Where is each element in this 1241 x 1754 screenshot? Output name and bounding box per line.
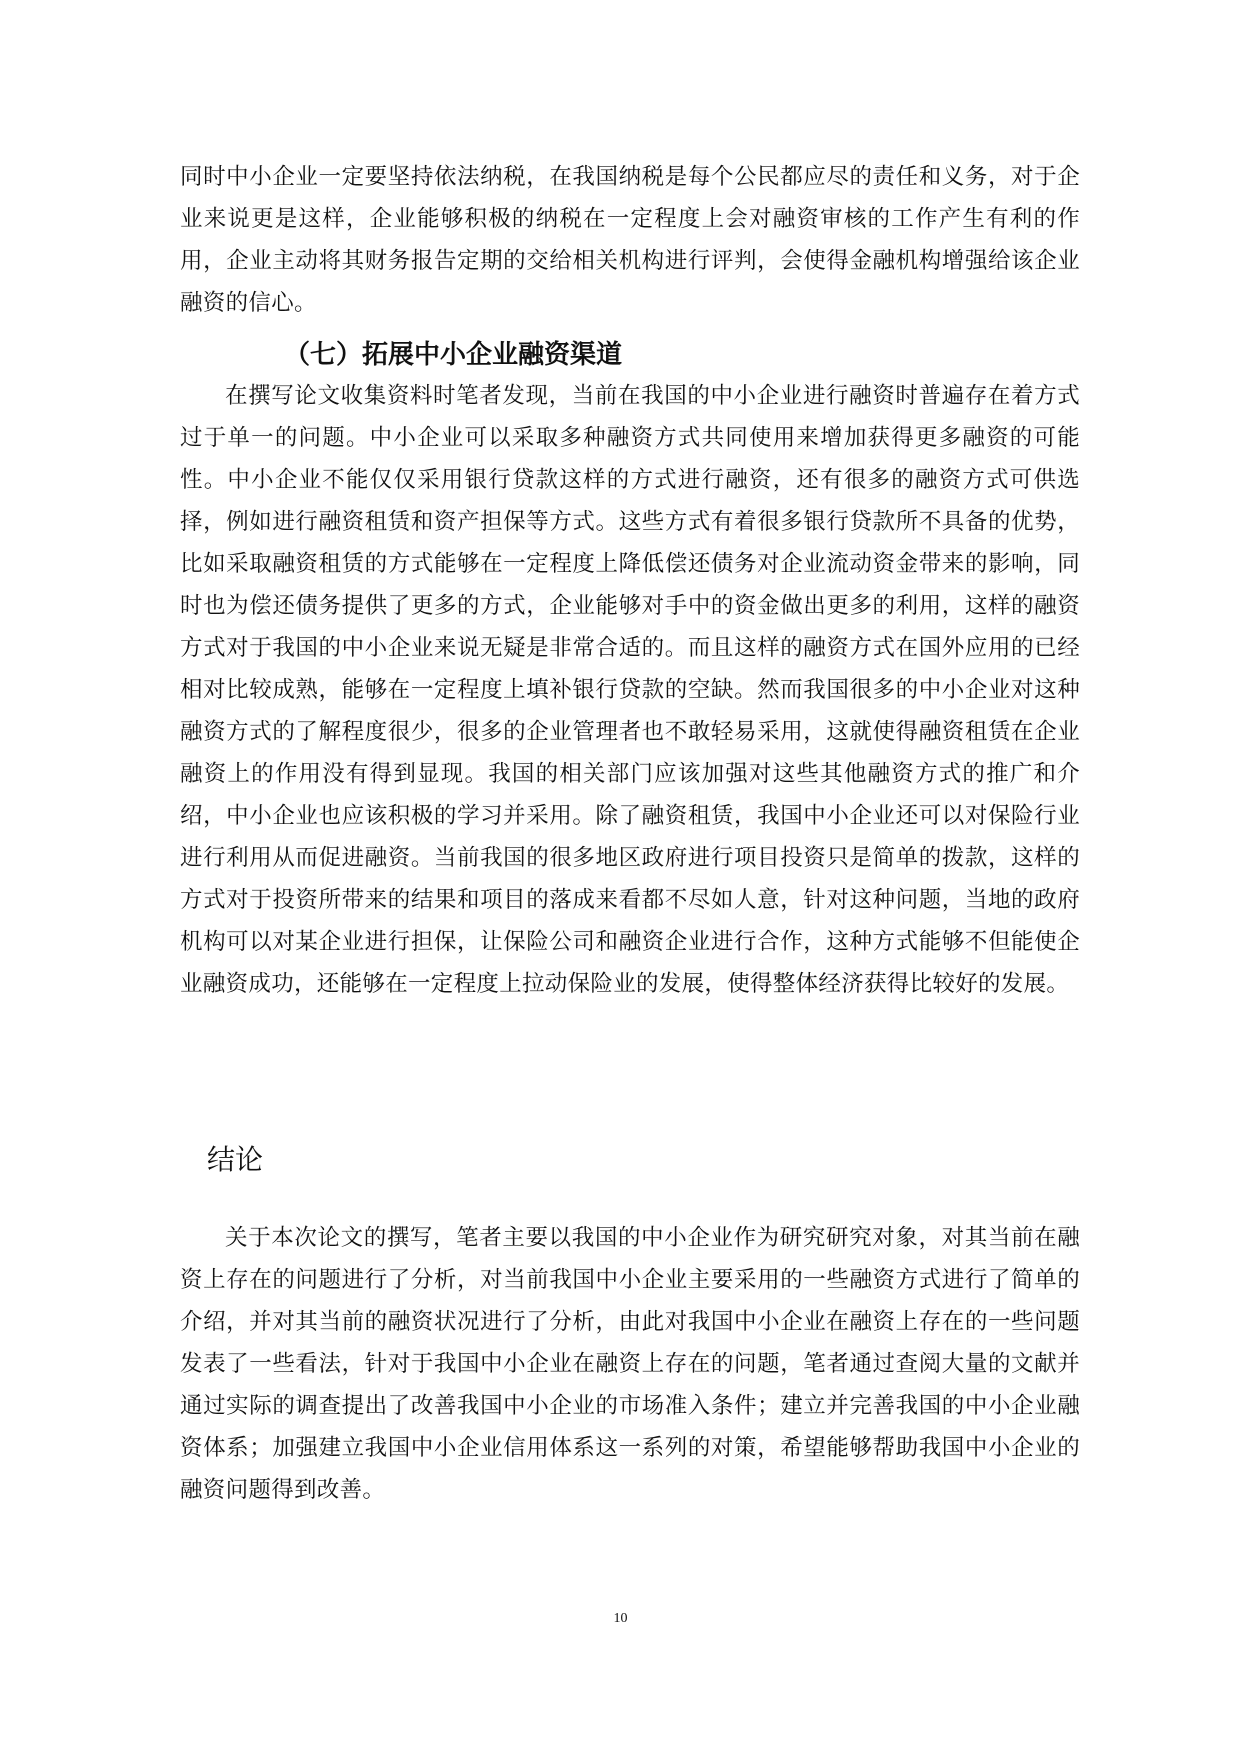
page-number: 10	[613, 1611, 628, 1626]
intro-paragraph: 同时中小企业一定要坚持依法纳税，在我国纳税是每个公民都应尽的责任和义务，对于企业来说更是这样，企业能够积极的纳税在一定程度上会对融资审核的工作产生有利的作用，企业主动将其财务报告定期的交给相关机构进行评判，会使得金融机构增强给该企业融资的信心。	[180, 164, 1080, 316]
section-heading-expand-financing-channels: （七）拓展中小企业融资渠道	[284, 340, 623, 370]
conclusion-body-paragraph: 关于本次论文的撰写，笔者主要以我国的中小企业作为研究研究对象，对其当前在融资上存在的问题进行了分析，对当前我国中小企业主要采用的一些融资方式进行了简单的介绍，并对其当前的融资状况进行了分析，由此对我国中小企业在融资上存在的一些问题发表了一些看法，针对于我国中小企业在融资上存在的问题，笔者通过查阅大量的文献并通过实际的调查提出了改善我国中小企业的市场准入条件；建立并完善我国的中小企业融资体系；加强建立我国中小企业信用体系这一系列的对策，希望能够帮助我国中小企业的融资问题得到改善。	[180, 1225, 1080, 1503]
conclusion-heading: 结论	[207, 1143, 264, 1176]
section7-body-paragraph: 在撰写论文收集资料时笔者发现，当前在我国的中小企业进行融资时普遍存在着方式过于单一的问题。中小企业可以采取多种融资方式共同使用来增加获得更多融资的可能性。中小企业不能仅仅采用银行贷款这样的方式进行融资，还有很多的融资方式可供选择，例如进行融资租赁和资产担保等方式。这些方式有着很多银行贷款所不具备的优势，比如采取融资租赁的方式能够在一定程度上降低偿还债务对企业流动资金带来的影响，同时也为偿还债务提供了更多的方式，企业能够对手中的资金做出更多的利用，这样的融资方式对于我国的中小企业来说无疑是非常合适的。而且这样的融资方式在国外应用的已经相对比较成熟，能够在一定程度上填补银行贷款的空缺。然而我国很多的中小企业对这种融资方式的了解程度很少，很多的企业管理者也不敢轻易采用，这就使得融资租赁在企业融资上的作用没有得到显现。我国的相关部门应该加强对这些其他融资方式的推广和介绍，中小企业也应该积极的学习并采用。除了融资租赁，我国中小企业还可以对保险行业进行利用从而促进融资。当前我国的很多地区政府进行项目投资只是简单的拨款，这样的方式对于投资所带来的结果和项目的落成来看都不尽如人意，针对这种问题，当地的政府机构可以对某企业进行担保，让保险公司和融资企业进行合作，这种方式能够不但能使企业融资成功，还能够在一定程度上拉动保险业的发展，使得整体经济获得比较好的发展。	[180, 383, 1080, 997]
